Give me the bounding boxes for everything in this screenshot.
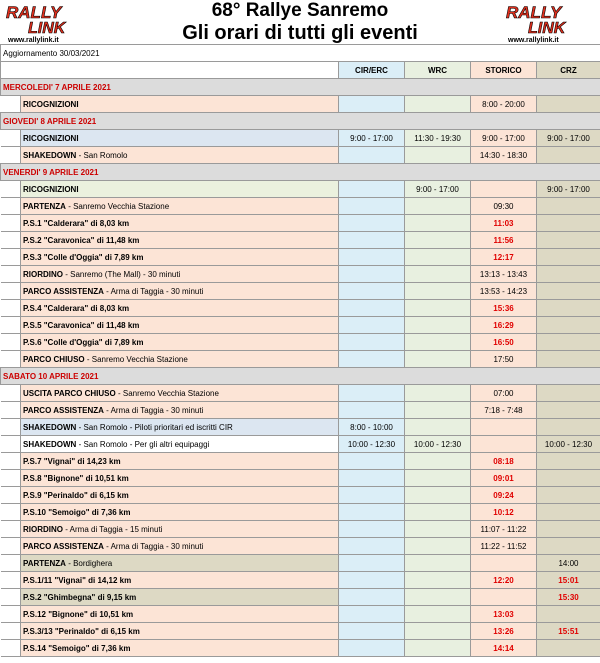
event-name bbox=[21, 504, 339, 521]
time-crz bbox=[537, 300, 600, 317]
update-note: Aggiornamento 30/03/2021 bbox=[1, 45, 600, 62]
time-crz bbox=[537, 521, 600, 538]
col-header-crz: CRZ bbox=[537, 62, 600, 79]
time-cir-erc bbox=[339, 385, 405, 402]
event-title: P.S.5 "Caravonica" di 11,48 km bbox=[23, 320, 140, 330]
time-storico: 15:36 bbox=[471, 300, 537, 317]
time-crz bbox=[537, 215, 600, 232]
row-indent bbox=[1, 198, 21, 215]
event-row bbox=[1, 198, 600, 215]
event-title: P.S.3 "Colle d'Oggia" di 7,89 km bbox=[23, 252, 144, 262]
event-name bbox=[21, 300, 339, 317]
time-crz bbox=[537, 147, 600, 164]
row-indent bbox=[1, 232, 21, 249]
event-row bbox=[1, 640, 600, 657]
time-wrc bbox=[405, 198, 471, 215]
time-cir-erc bbox=[339, 198, 405, 215]
row-indent bbox=[1, 300, 21, 317]
time-storico: 17:50 bbox=[471, 351, 537, 368]
time-wrc bbox=[405, 555, 471, 572]
time-cir-erc: 10:00 - 12:30 bbox=[339, 436, 405, 453]
time-wrc: 10:00 - 12:30 bbox=[405, 436, 471, 453]
event-row bbox=[1, 572, 600, 589]
row-indent bbox=[1, 572, 21, 589]
time-wrc bbox=[405, 521, 471, 538]
svg-text:RALLY: RALLY bbox=[6, 3, 62, 22]
event-name bbox=[21, 232, 339, 249]
time-storico: 7:18 - 7:48 bbox=[471, 402, 537, 419]
event-detail: - Arma di Taggia - 15 minuti bbox=[63, 524, 163, 534]
event-detail: - Sanremo Vecchia Stazione bbox=[115, 388, 219, 398]
time-storico: 09:30 bbox=[471, 198, 537, 215]
event-name bbox=[21, 266, 339, 283]
event-name bbox=[21, 436, 339, 453]
time-crz bbox=[537, 538, 600, 555]
event-detail: - San Romolo bbox=[76, 150, 128, 160]
event-row bbox=[1, 215, 600, 232]
time-cir-erc bbox=[339, 640, 405, 657]
time-storico: 8:00 - 20:00 bbox=[471, 96, 537, 113]
event-name bbox=[21, 402, 339, 419]
event-detail: - Bordighera bbox=[65, 558, 113, 568]
time-cir-erc bbox=[339, 232, 405, 249]
time-cir-erc bbox=[339, 470, 405, 487]
row-indent bbox=[1, 470, 21, 487]
event-name bbox=[21, 555, 339, 572]
time-wrc bbox=[405, 215, 471, 232]
event-title: P.S.9 "Perinaldo" di 6,15 km bbox=[23, 490, 129, 500]
row-indent bbox=[1, 283, 21, 300]
event-name bbox=[21, 317, 339, 334]
event-title: RICOGNIZIONI bbox=[23, 133, 79, 143]
time-wrc bbox=[405, 300, 471, 317]
event-detail: - Sanremo (The Mall) - 30 minuti bbox=[63, 269, 181, 279]
time-crz bbox=[537, 453, 600, 470]
event-row bbox=[1, 249, 600, 266]
row-indent bbox=[1, 402, 21, 419]
event-name bbox=[21, 606, 339, 623]
time-wrc bbox=[405, 385, 471, 402]
event-title: RICOGNIZIONI bbox=[23, 184, 79, 194]
event-row bbox=[1, 555, 600, 572]
event-title: PARCO ASSISTENZA bbox=[23, 541, 104, 551]
row-indent bbox=[1, 419, 21, 436]
time-crz bbox=[537, 96, 600, 113]
event-row bbox=[1, 606, 600, 623]
time-cir-erc bbox=[339, 402, 405, 419]
title-block bbox=[100, 0, 500, 44]
event-title: P.S.1 "Calderara" di 8,03 km bbox=[23, 218, 130, 228]
event-title: RIORDINO bbox=[23, 524, 63, 534]
event-row bbox=[1, 96, 600, 113]
event-name bbox=[21, 623, 339, 640]
event-name bbox=[21, 589, 339, 606]
time-cir-erc bbox=[339, 249, 405, 266]
time-wrc bbox=[405, 572, 471, 589]
time-cir-erc bbox=[339, 147, 405, 164]
time-cir-erc bbox=[339, 334, 405, 351]
event-row bbox=[1, 351, 600, 368]
time-storico: 13:13 - 13:43 bbox=[471, 266, 537, 283]
event-name bbox=[21, 249, 339, 266]
time-wrc bbox=[405, 232, 471, 249]
event-name bbox=[21, 419, 339, 436]
time-wrc bbox=[405, 538, 471, 555]
time-wrc: 11:30 - 19:30 bbox=[405, 130, 471, 147]
row-indent bbox=[1, 130, 21, 147]
time-storico: 09:01 bbox=[471, 470, 537, 487]
event-title: P.S.10 "Semoigo" di 7,36 km bbox=[23, 507, 131, 517]
col-header-storico: STORICO bbox=[471, 62, 537, 79]
time-storico bbox=[471, 589, 537, 606]
time-crz bbox=[537, 640, 600, 657]
event-name bbox=[21, 351, 339, 368]
day-row bbox=[1, 79, 600, 96]
time-cir-erc bbox=[339, 504, 405, 521]
event-name bbox=[21, 470, 339, 487]
time-wrc bbox=[405, 623, 471, 640]
time-storico: 14:30 - 18:30 bbox=[471, 147, 537, 164]
time-storico: 10:12 bbox=[471, 504, 537, 521]
time-storico: 11:56 bbox=[471, 232, 537, 249]
event-row bbox=[1, 538, 600, 555]
svg-text:LINK: LINK bbox=[528, 20, 566, 37]
row-indent bbox=[1, 249, 21, 266]
event-detail: - Arma di Taggia - 30 minuti bbox=[103, 405, 204, 415]
event-name bbox=[21, 538, 339, 555]
event-title: P.S.14 "Semoigo" di 7,36 km bbox=[23, 643, 131, 653]
event-row bbox=[1, 130, 600, 147]
time-cir-erc bbox=[339, 351, 405, 368]
event-row bbox=[1, 453, 600, 470]
event-title: SHAKEDOWN bbox=[23, 150, 77, 160]
time-wrc bbox=[405, 487, 471, 504]
event-detail: - Arma di Taggia - 30 minuti bbox=[103, 286, 204, 296]
update-row bbox=[1, 45, 600, 62]
time-storico: 14:14 bbox=[471, 640, 537, 657]
row-indent bbox=[1, 334, 21, 351]
event-row bbox=[1, 181, 600, 198]
event-name bbox=[21, 96, 339, 113]
time-crz bbox=[537, 385, 600, 402]
time-cir-erc bbox=[339, 589, 405, 606]
row-indent bbox=[1, 453, 21, 470]
event-row bbox=[1, 487, 600, 504]
day-row bbox=[1, 368, 600, 385]
time-cir-erc bbox=[339, 215, 405, 232]
event-name bbox=[21, 521, 339, 538]
row-indent bbox=[1, 266, 21, 283]
event-row bbox=[1, 419, 600, 436]
event-title: PARCO ASSISTENZA bbox=[23, 286, 104, 296]
row-indent bbox=[1, 215, 21, 232]
time-storico bbox=[471, 181, 537, 198]
time-cir-erc bbox=[339, 606, 405, 623]
row-indent bbox=[1, 147, 21, 164]
time-cir-erc bbox=[339, 521, 405, 538]
time-cir-erc bbox=[339, 538, 405, 555]
schedule-table bbox=[0, 44, 600, 657]
time-wrc bbox=[405, 249, 471, 266]
event-title: P.S.2 "Caravonica" di 11,48 km bbox=[23, 235, 140, 245]
event-detail: - Sanremo Vecchia Stazione bbox=[84, 354, 188, 364]
day-row bbox=[1, 164, 600, 181]
row-indent bbox=[1, 589, 21, 606]
time-wrc bbox=[405, 402, 471, 419]
row-indent bbox=[1, 385, 21, 402]
time-crz bbox=[537, 402, 600, 419]
page-title: 68° Rallye Sanremo bbox=[211, 0, 389, 21]
time-wrc bbox=[405, 589, 471, 606]
time-storico: 13:26 bbox=[471, 623, 537, 640]
row-indent bbox=[1, 436, 21, 453]
time-wrc bbox=[405, 470, 471, 487]
time-crz bbox=[537, 232, 600, 249]
time-storico: 11:07 - 11:22 bbox=[471, 521, 537, 538]
event-title: P.S.6 "Colle d'Oggia" di 7,89 km bbox=[23, 337, 144, 347]
time-crz bbox=[537, 470, 600, 487]
time-storico: 08:18 bbox=[471, 453, 537, 470]
event-row bbox=[1, 436, 600, 453]
time-cir-erc bbox=[339, 96, 405, 113]
time-storico: 11:03 bbox=[471, 215, 537, 232]
time-wrc bbox=[405, 453, 471, 470]
event-row bbox=[1, 232, 600, 249]
time-crz bbox=[537, 198, 600, 215]
time-cir-erc: 8:00 - 10:00 bbox=[339, 419, 405, 436]
time-storico: 16:29 bbox=[471, 317, 537, 334]
time-crz bbox=[537, 317, 600, 334]
event-title: RICOGNIZIONI bbox=[23, 99, 79, 109]
row-indent bbox=[1, 504, 21, 521]
time-crz: 15:51 bbox=[537, 623, 600, 640]
event-title: SHAKEDOWN bbox=[23, 422, 77, 432]
col-header-wrc: WRC bbox=[405, 62, 471, 79]
event-name bbox=[21, 453, 339, 470]
event-title: P.S.12 "Bignone" di 10,51 km bbox=[23, 609, 134, 619]
event-name bbox=[21, 283, 339, 300]
event-name bbox=[21, 334, 339, 351]
event-title: P.S.7 "Vignai" di 14,23 km bbox=[23, 456, 121, 466]
event-title: P.S.3/13 "Perinaldo" di 6,15 km bbox=[23, 626, 140, 636]
time-crz: 9:00 - 17:00 bbox=[537, 130, 600, 147]
svg-text:LINK: LINK bbox=[28, 20, 66, 37]
time-storico bbox=[471, 555, 537, 572]
row-indent bbox=[1, 317, 21, 334]
time-crz: 10:00 - 12:30 bbox=[537, 436, 600, 453]
time-crz: 9:00 - 17:00 bbox=[537, 181, 600, 198]
time-cir-erc bbox=[339, 623, 405, 640]
time-storico bbox=[471, 419, 537, 436]
time-crz bbox=[537, 419, 600, 436]
row-indent bbox=[1, 351, 21, 368]
time-wrc bbox=[405, 266, 471, 283]
time-crz: 15:30 bbox=[537, 589, 600, 606]
event-row bbox=[1, 470, 600, 487]
row-indent bbox=[1, 521, 21, 538]
time-storico: 9:00 - 17:00 bbox=[471, 130, 537, 147]
event-name bbox=[21, 215, 339, 232]
event-title: P.S.8 "Bignone" di 10,51 km bbox=[23, 473, 129, 483]
header-spacer bbox=[1, 62, 339, 79]
time-storico: 12:20 bbox=[471, 572, 537, 589]
row-indent bbox=[1, 181, 21, 198]
time-cir-erc bbox=[339, 453, 405, 470]
day-row bbox=[1, 113, 600, 130]
svg-text:www.rallylink.it: www.rallylink.it bbox=[8, 37, 59, 44]
event-name bbox=[21, 385, 339, 402]
event-row bbox=[1, 504, 600, 521]
time-cir-erc bbox=[339, 181, 405, 198]
time-wrc bbox=[405, 317, 471, 334]
event-title: PARTENZA bbox=[23, 558, 66, 568]
time-crz bbox=[537, 606, 600, 623]
time-crz bbox=[537, 266, 600, 283]
event-row bbox=[1, 623, 600, 640]
event-title: USCITA PARCO CHIUSO bbox=[23, 388, 116, 398]
time-storico bbox=[471, 436, 537, 453]
event-name bbox=[21, 640, 339, 657]
day-label: MERCOLEDI' 7 APRILE 2021 bbox=[1, 79, 600, 96]
day-label: VENERDI' 9 APRILE 2021 bbox=[1, 164, 600, 181]
time-wrc bbox=[405, 419, 471, 436]
time-wrc bbox=[405, 283, 471, 300]
time-storico: 12:17 bbox=[471, 249, 537, 266]
event-title: P.S.1/11 "Vignai" di 14,12 km bbox=[23, 575, 132, 585]
time-wrc bbox=[405, 640, 471, 657]
time-wrc bbox=[405, 147, 471, 164]
page-subtitle: Gli orari di tutti gli eventi bbox=[182, 22, 418, 44]
day-label: SABATO 10 APRILE 2021 bbox=[1, 368, 600, 385]
time-cir-erc bbox=[339, 317, 405, 334]
rallylink-logo-right bbox=[502, 0, 598, 44]
time-cir-erc: 9:00 - 17:00 bbox=[339, 130, 405, 147]
event-detail: - Arma di Taggia - 30 minuti bbox=[103, 541, 204, 551]
row-indent bbox=[1, 538, 21, 555]
event-detail: - San Romolo - Piloti prioritari ed iscritti CIR bbox=[76, 422, 233, 432]
event-row bbox=[1, 402, 600, 419]
row-indent bbox=[1, 555, 21, 572]
event-row bbox=[1, 300, 600, 317]
time-storico: 13:03 bbox=[471, 606, 537, 623]
event-title: PARTENZA bbox=[23, 201, 66, 211]
svg-text:www.rallylink.it: www.rallylink.it bbox=[508, 37, 559, 44]
time-wrc bbox=[405, 334, 471, 351]
time-cir-erc bbox=[339, 283, 405, 300]
time-crz: 14:00 bbox=[537, 555, 600, 572]
time-crz bbox=[537, 487, 600, 504]
event-name bbox=[21, 572, 339, 589]
time-storico: 09:24 bbox=[471, 487, 537, 504]
time-storico: 11:22 - 11:52 bbox=[471, 538, 537, 555]
time-crz bbox=[537, 351, 600, 368]
event-title: SHAKEDOWN bbox=[23, 439, 77, 449]
event-title: RIORDINO bbox=[23, 269, 63, 279]
event-name bbox=[21, 487, 339, 504]
event-name bbox=[21, 147, 339, 164]
time-crz bbox=[537, 504, 600, 521]
event-row bbox=[1, 589, 600, 606]
time-cir-erc bbox=[339, 572, 405, 589]
event-name bbox=[21, 198, 339, 215]
time-crz bbox=[537, 334, 600, 351]
time-crz bbox=[537, 249, 600, 266]
event-detail: - Sanremo Vecchia Stazione bbox=[65, 201, 170, 211]
time-wrc bbox=[405, 96, 471, 113]
event-detail: - San Romolo - Per gli altri equipaggi bbox=[76, 439, 210, 449]
event-row bbox=[1, 521, 600, 538]
event-name bbox=[21, 130, 339, 147]
event-name bbox=[21, 181, 339, 198]
time-wrc bbox=[405, 351, 471, 368]
time-crz: 15:01 bbox=[537, 572, 600, 589]
time-storico: 13:53 - 14:23 bbox=[471, 283, 537, 300]
row-indent bbox=[1, 606, 21, 623]
event-title: P.S.2 "Ghimbegna" di 9,15 km bbox=[23, 592, 137, 602]
time-wrc bbox=[405, 504, 471, 521]
time-cir-erc bbox=[339, 487, 405, 504]
event-title: P.S.4 "Calderara" di 8,03 km bbox=[23, 303, 130, 313]
event-title: PARCO CHIUSO bbox=[23, 354, 85, 364]
event-row bbox=[1, 283, 600, 300]
event-row bbox=[1, 317, 600, 334]
time-cir-erc bbox=[339, 300, 405, 317]
svg-text:RALLY: RALLY bbox=[506, 3, 562, 22]
rallylink-logo bbox=[2, 0, 98, 44]
time-wrc bbox=[405, 606, 471, 623]
event-row bbox=[1, 385, 600, 402]
event-row bbox=[1, 266, 600, 283]
row-indent bbox=[1, 623, 21, 640]
column-header-row bbox=[1, 62, 600, 79]
time-crz bbox=[537, 283, 600, 300]
event-title: PARCO ASSISTENZA bbox=[23, 405, 104, 415]
col-header-cir-erc: CIR/ERC bbox=[339, 62, 405, 79]
time-cir-erc bbox=[339, 555, 405, 572]
row-indent bbox=[1, 487, 21, 504]
time-wrc: 9:00 - 17:00 bbox=[405, 181, 471, 198]
row-indent bbox=[1, 96, 21, 113]
page-header bbox=[0, 0, 600, 44]
row-indent bbox=[1, 640, 21, 657]
time-storico: 07:00 bbox=[471, 385, 537, 402]
event-row bbox=[1, 334, 600, 351]
time-cir-erc bbox=[339, 266, 405, 283]
day-label: GIOVEDI' 8 APRILE 2021 bbox=[1, 113, 600, 130]
time-storico: 16:50 bbox=[471, 334, 537, 351]
event-row bbox=[1, 147, 600, 164]
